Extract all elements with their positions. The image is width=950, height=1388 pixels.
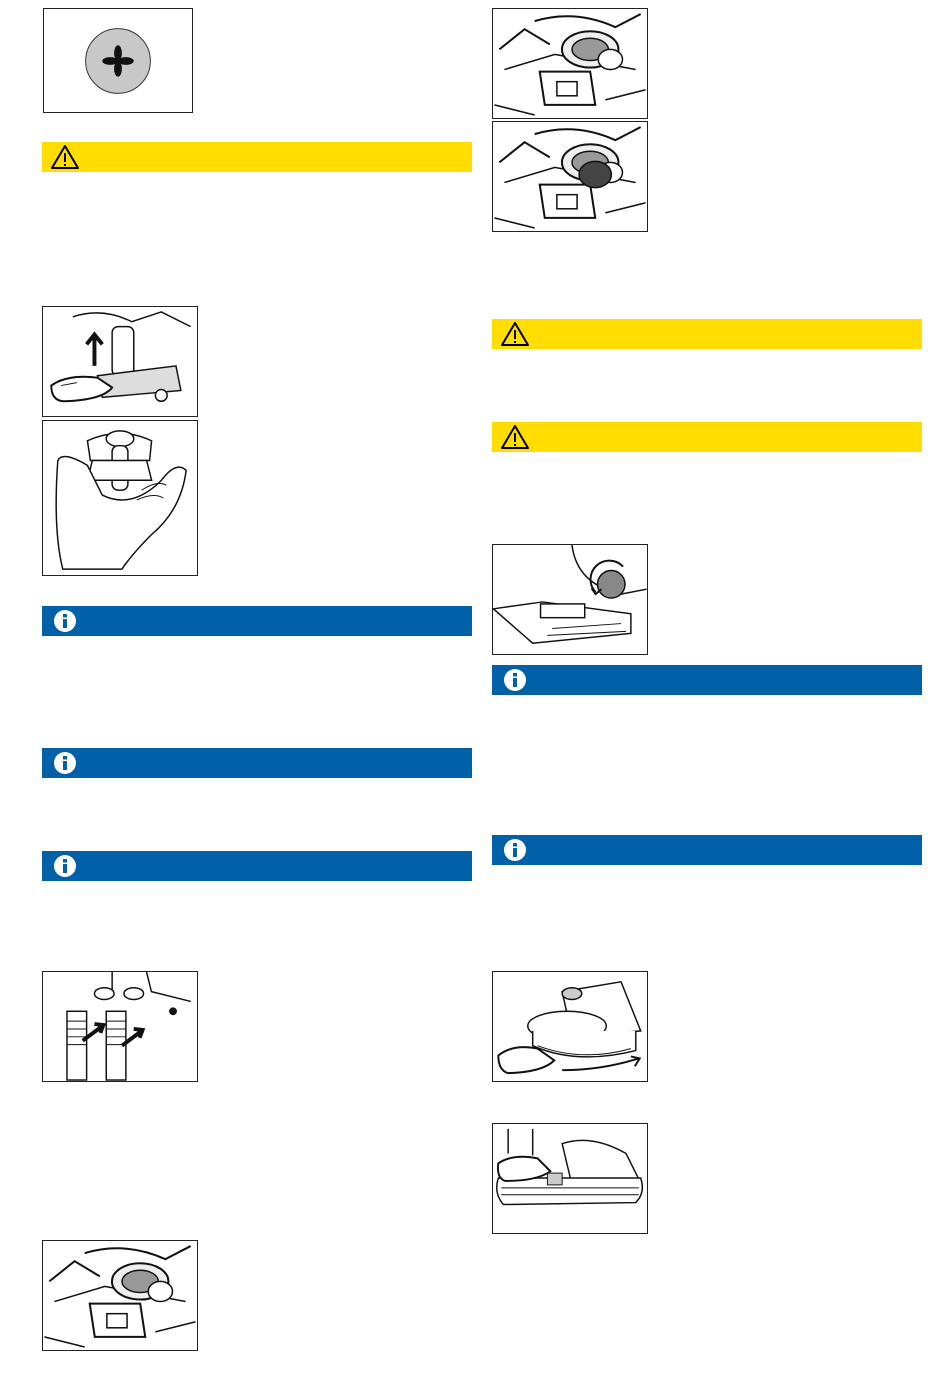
tank-brush-dark-figure: [492, 121, 648, 232]
warning-triangle-icon: [500, 321, 530, 347]
fan-symbol-figure: [43, 8, 193, 113]
fan-icon: [44, 9, 192, 112]
hoses-arrows-figure: [42, 971, 198, 1082]
tank-brush-dark-pad-icon: [493, 122, 647, 231]
hand-holding-part-figure: [42, 420, 198, 576]
foot-pedal-lift-figure: [42, 306, 198, 417]
info-bar: [42, 851, 472, 881]
info-icon: [50, 853, 80, 879]
info-icon: [500, 667, 530, 693]
warning-bar: [492, 422, 922, 452]
info-bar: [42, 748, 472, 778]
info-bar: [492, 665, 922, 695]
warning-bar: [492, 319, 922, 349]
tank-brush-icon: [43, 1241, 197, 1350]
hand-holding-part-icon: [43, 421, 197, 575]
foot-deck-press-icon: [493, 1124, 647, 1233]
foot-deck-arrow-icon: [493, 972, 647, 1081]
tank-brush-figure: [42, 1240, 198, 1351]
rotate-knob-icon: [493, 545, 647, 654]
info-icon: [50, 608, 80, 634]
info-bar: [492, 835, 922, 865]
warning-bar: [42, 142, 472, 172]
tank-brush-figure: [492, 8, 648, 119]
info-icon: [500, 837, 530, 863]
info-bar: [42, 606, 472, 636]
foot-deck-rotate-figure: [492, 971, 648, 1082]
warning-triangle-icon: [500, 424, 530, 450]
hoses-with-arrows-icon: [43, 972, 197, 1081]
foot-pedal-arrow-up-icon: [43, 307, 197, 416]
foot-deck-press-figure: [492, 1123, 648, 1234]
info-icon: [50, 750, 80, 776]
warning-triangle-icon: [50, 144, 80, 170]
tank-brush-icon: [493, 9, 647, 118]
rotate-knob-figure: [492, 544, 648, 655]
